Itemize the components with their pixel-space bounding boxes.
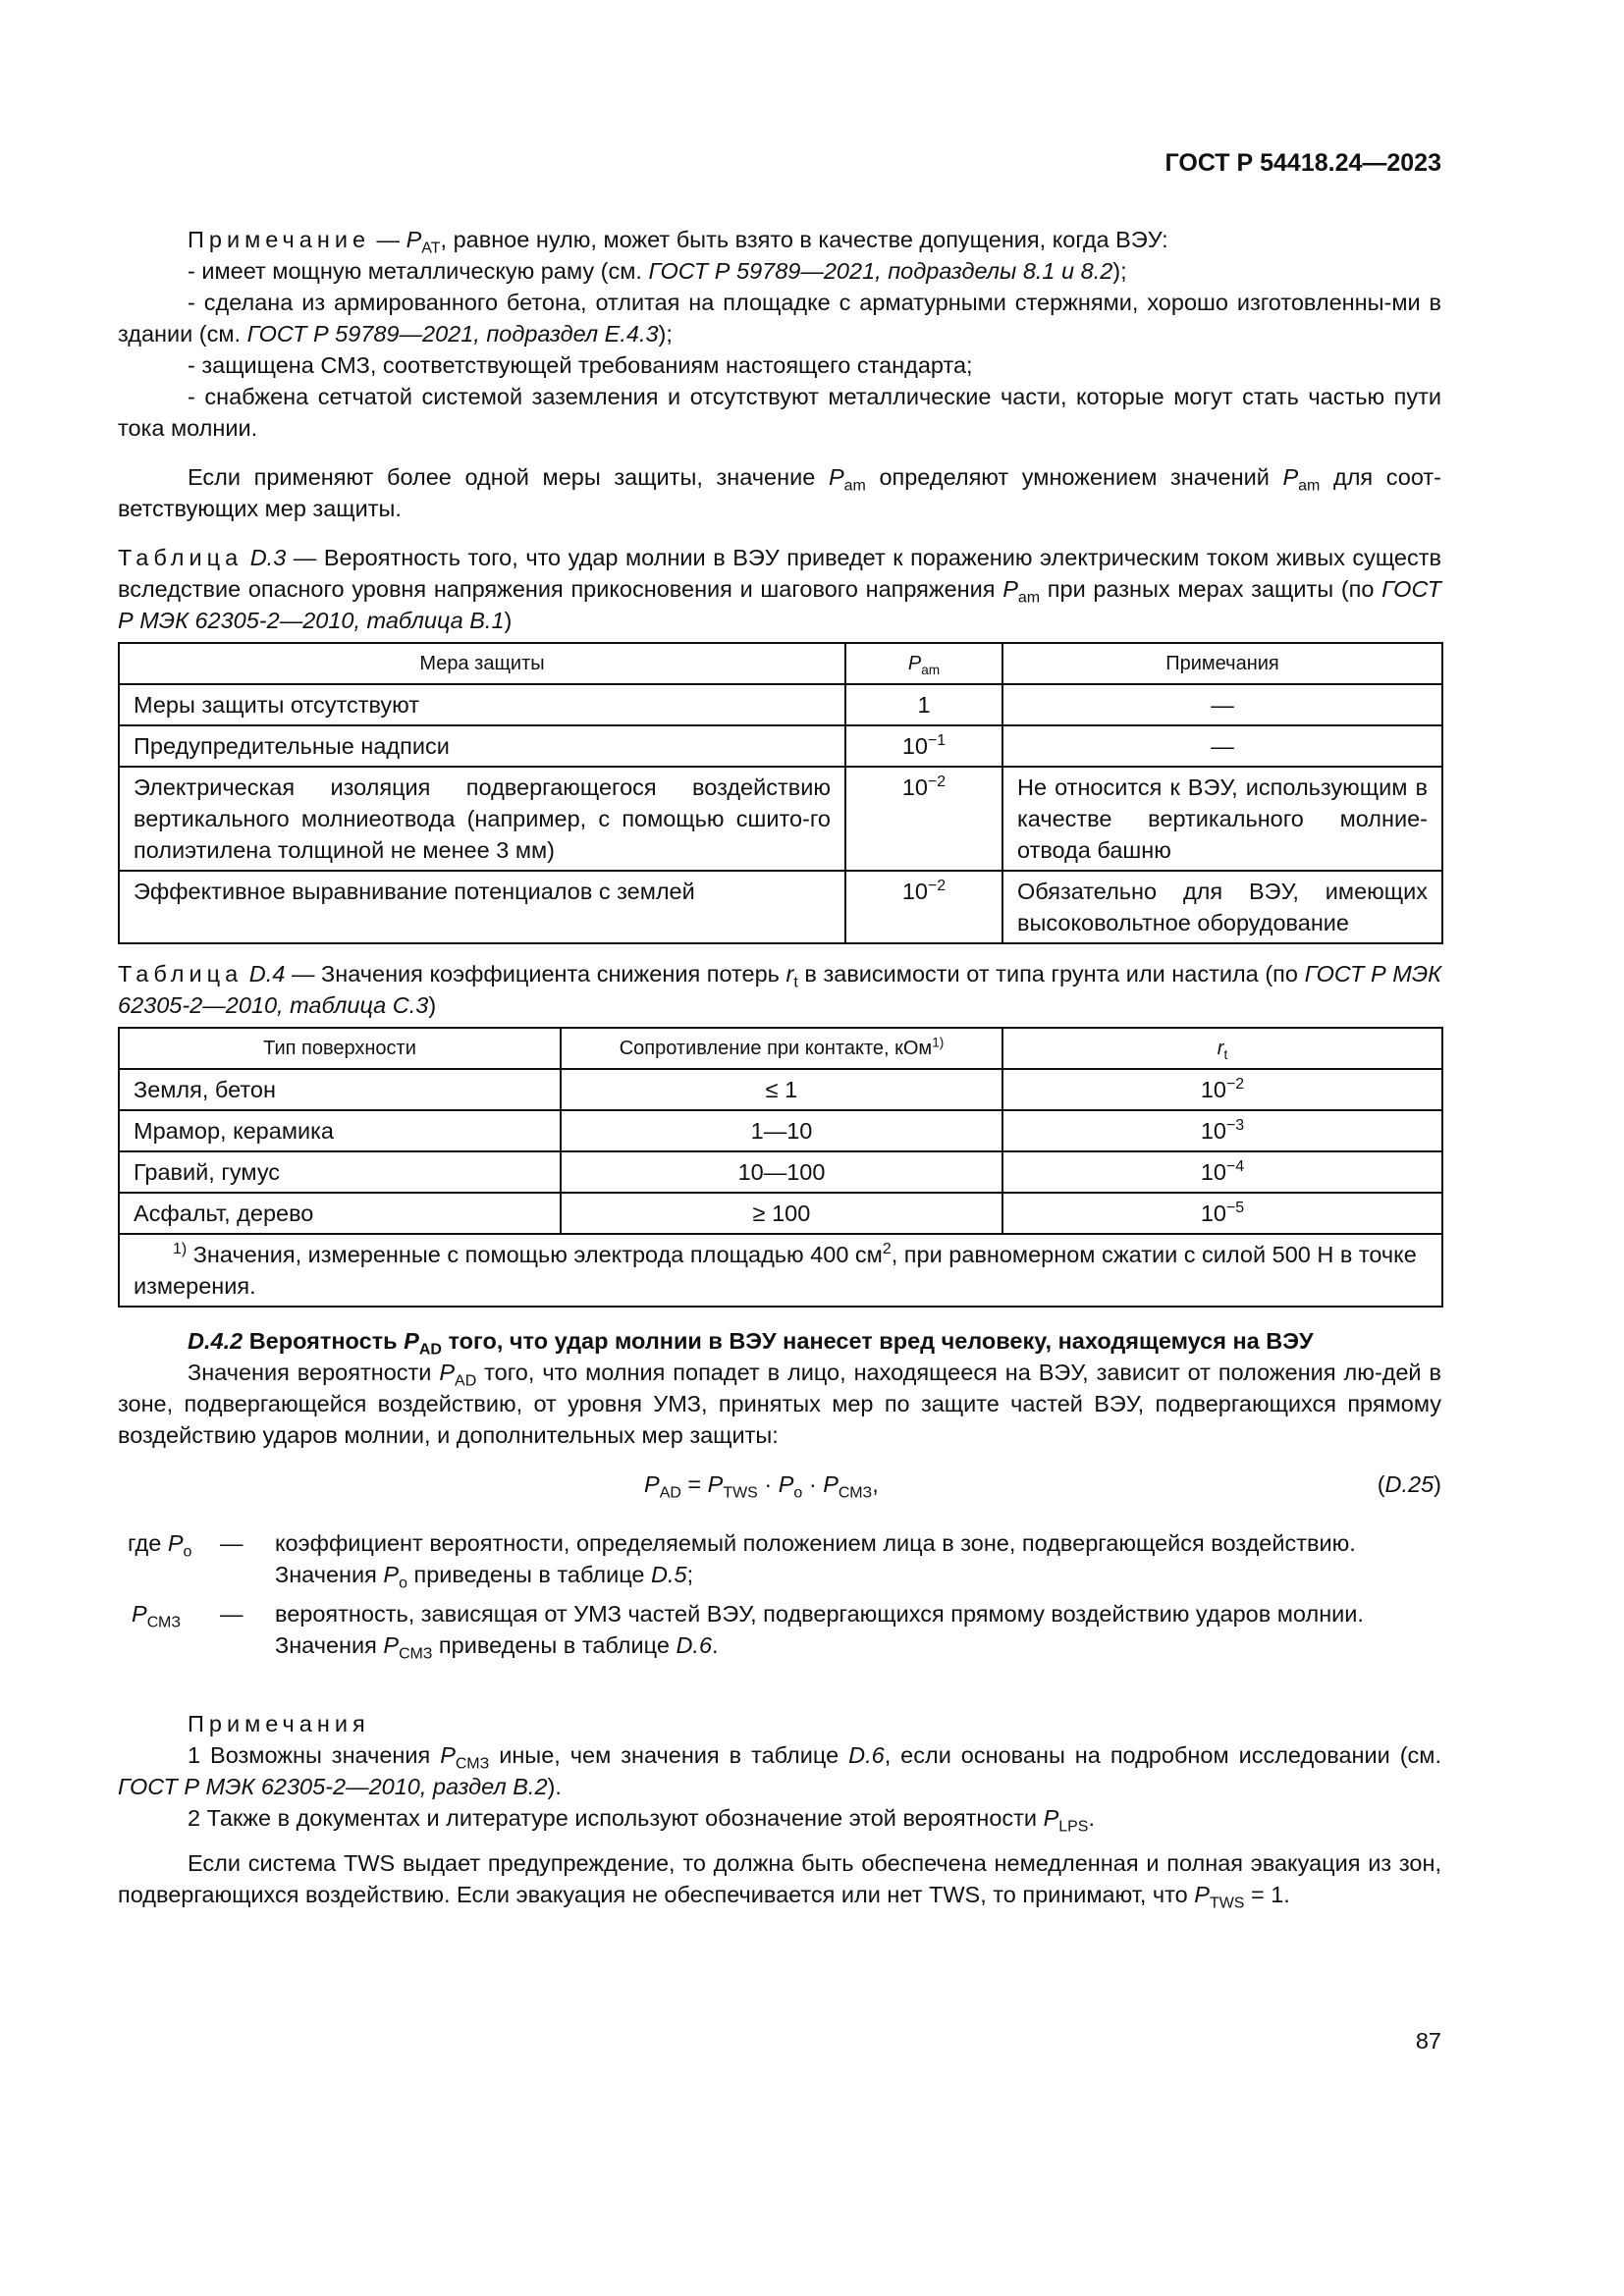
note-item: - снабжена сетчатой системой заземления и отсутствуют металлические части, которые могут стать частью пути тока молнии. [118,384,1441,441]
note-label: Примечание [188,227,371,252]
table-row: Гравий, гумус 10—100 $10^{-4}$ [119,1151,1442,1193]
table-row: Меры защиты отсутствуют 1 — [119,684,1442,725]
col-header-measure: Мера защиты [119,643,845,684]
table-row: Электрическая изоляция подвергающегося воздействию вертикального молниеотвода (например, с помощью сшито-го полиэтилена толщиной не менее 3 мм) $10^{-2}$ Не относится к ВЭУ, использующим в качестве вертикального молние-отвода башню [119,767,1442,871]
table-row: Асфальт, дерево ≥ 100 $10^{-5}$ [119,1193,1442,1234]
formula-expression: $P_{AD} = P_{TWS} \cdot P_o \cdot P_{СМЗ}$, [644,1471,879,1502]
legend-symbol: $P_{СМЗ}$ — [132,1601,244,1631]
table-footnote-row [119,1234,1442,1307]
note-item: - защищена СМЗ, соответствующей требованиям настоящего стандарта; [188,352,973,378]
table-d3 [118,642,1443,944]
table-d4 [118,1027,1443,1308]
table-footnote: $^{1)}$ Значения, измеренные с помощью электрода площадью 400 $см^2$, при равномерном сжатии с силой 500 Н в точке измерения. [119,1234,1442,1307]
note-intro: Примечание — $P_{AT}$, равное нулю, может быть взято в качестве допущения, когда ВЭУ: [188,227,1168,257]
table-header-row [119,1028,1442,1069]
notes-label: Примечания [188,1711,370,1736]
note-item: 1 Возможны значения $P_{СМЗ}$ иные, чем значения в таблице D.6, если основаны на подробном исследовании (см. ГОСТ Р МЭК 62305-2—2010, раздел В.2). [118,1742,1441,1799]
col-header-resistance: Сопротивление при контакте, кОм$^{1)}$ [561,1028,1002,1069]
table-d4-caption: Таблица D.4 — Значения коэффициента снижения потерь $r_t$ в зависимости от типа грунта или настила (по ГОСТ Р МЭК 62305-2—2010, таблица С.3) [118,961,1442,1018]
page-number: 87 [1415,2028,1441,2054]
legend-symbol: где $P_o$ — [128,1530,244,1561]
table-row: Предупредительные надписи $10^{-1}$ — [119,725,1442,767]
table-header-row [119,643,1442,684]
final-paragraph: Если система TWS выдает предупреждение, то должна быть обеспечена немедленная и полная эвакуация из зон, подвергающихся воздействию. Если эвакуация не обеспечивается или нет TWS, то принимают, что $P_{TWS} = 1$. [118,1850,1441,1912]
note-item: - имеет мощную металлическую раму (см. ГОСТ Р 59789—2021, подразделы 8.1 и 8.2); [188,258,1127,284]
document-code-header: ГОСТ Р 54418.24—2023 [1164,149,1441,177]
col-header-surface: Тип поверхности [119,1028,561,1069]
table-row: Эффективное выравнивание потенциалов с землей $10^{-2}$ Обязательно для ВЭУ, имеющих высоковольтное оборудование [119,871,1442,943]
col-header-rt: $r_t$ [1002,1028,1442,1069]
paragraph-multiply: Если применяют более одной меры защиты, значение $P_{am}$ определяют умножением значений $P_{am}$ для соот-ветствующих мер защиты. [118,464,1442,521]
section-heading: D.4.2 Вероятность $P_{AD}$ того, что удар молнии в ВЭУ нанесет вред человеку, находящемуся на ВЭУ [188,1328,1314,1359]
page-content [118,224,1441,1910]
table-d3-caption: Таблица D.3 — Вероятность того, что удар молнии в ВЭУ приведет к поражению электрическим током живых существ вследствие опасного уровня напряжения прикосновения и шагового напряжения $P_{am}$ при разных мерах защиты (по ГОСТ Р МЭК 62305-2—2010, таблица В.1) [118,545,1442,633]
note-item: - сделана из армированного бетона, отлитая на площадке с арматурными стержнями, хорошо изготовленны-ми в здании (см. ГОСТ Р 59789—2021, подраздел Е.4.3); [118,290,1441,347]
formula-number: (D.25) [1377,1471,1441,1497]
legend-description: коэффициент вероятности, определяемый положением лица в зоне, подвергающейся воздействию. Значения $P_o$ приведены в таблице D.5; [275,1530,1356,1592]
legend-description: вероятность, зависящая от УМЗ частей ВЭУ, подвергающихся прямому воздействию ударов молнии. Значения $P_{СМЗ}$ приведены в таблице D.6. [275,1601,1364,1663]
col-header-notes: Примечания [1002,643,1442,684]
formula-legend [118,1527,1441,1669]
col-header-pam: $P_{am}$ [845,643,1002,684]
formula-d25 [118,1465,1441,1508]
table-row: Земля, бетон ≤ 1 $10^{-2}$ [119,1069,1442,1110]
section-paragraph: Значения вероятности $P_{AD}$ того, что молния попадет в лицо, находящееся на ВЭУ, зависит от положения лю-дей в зоне, подвергающейся воздействию, от уровня УМЗ, принятых мер по защите частей ВЭУ, подвергающихся прямому воздействию ударов молнии, и дополнительных мер защиты: [118,1360,1441,1448]
note-item: 2 Также в документах и литературе используют обозначение этой вероятности $P_{LPS}$. [188,1805,1095,1836]
table-row: Мрамор, керамика 1—10 $10^{-3}$ [119,1110,1442,1151]
